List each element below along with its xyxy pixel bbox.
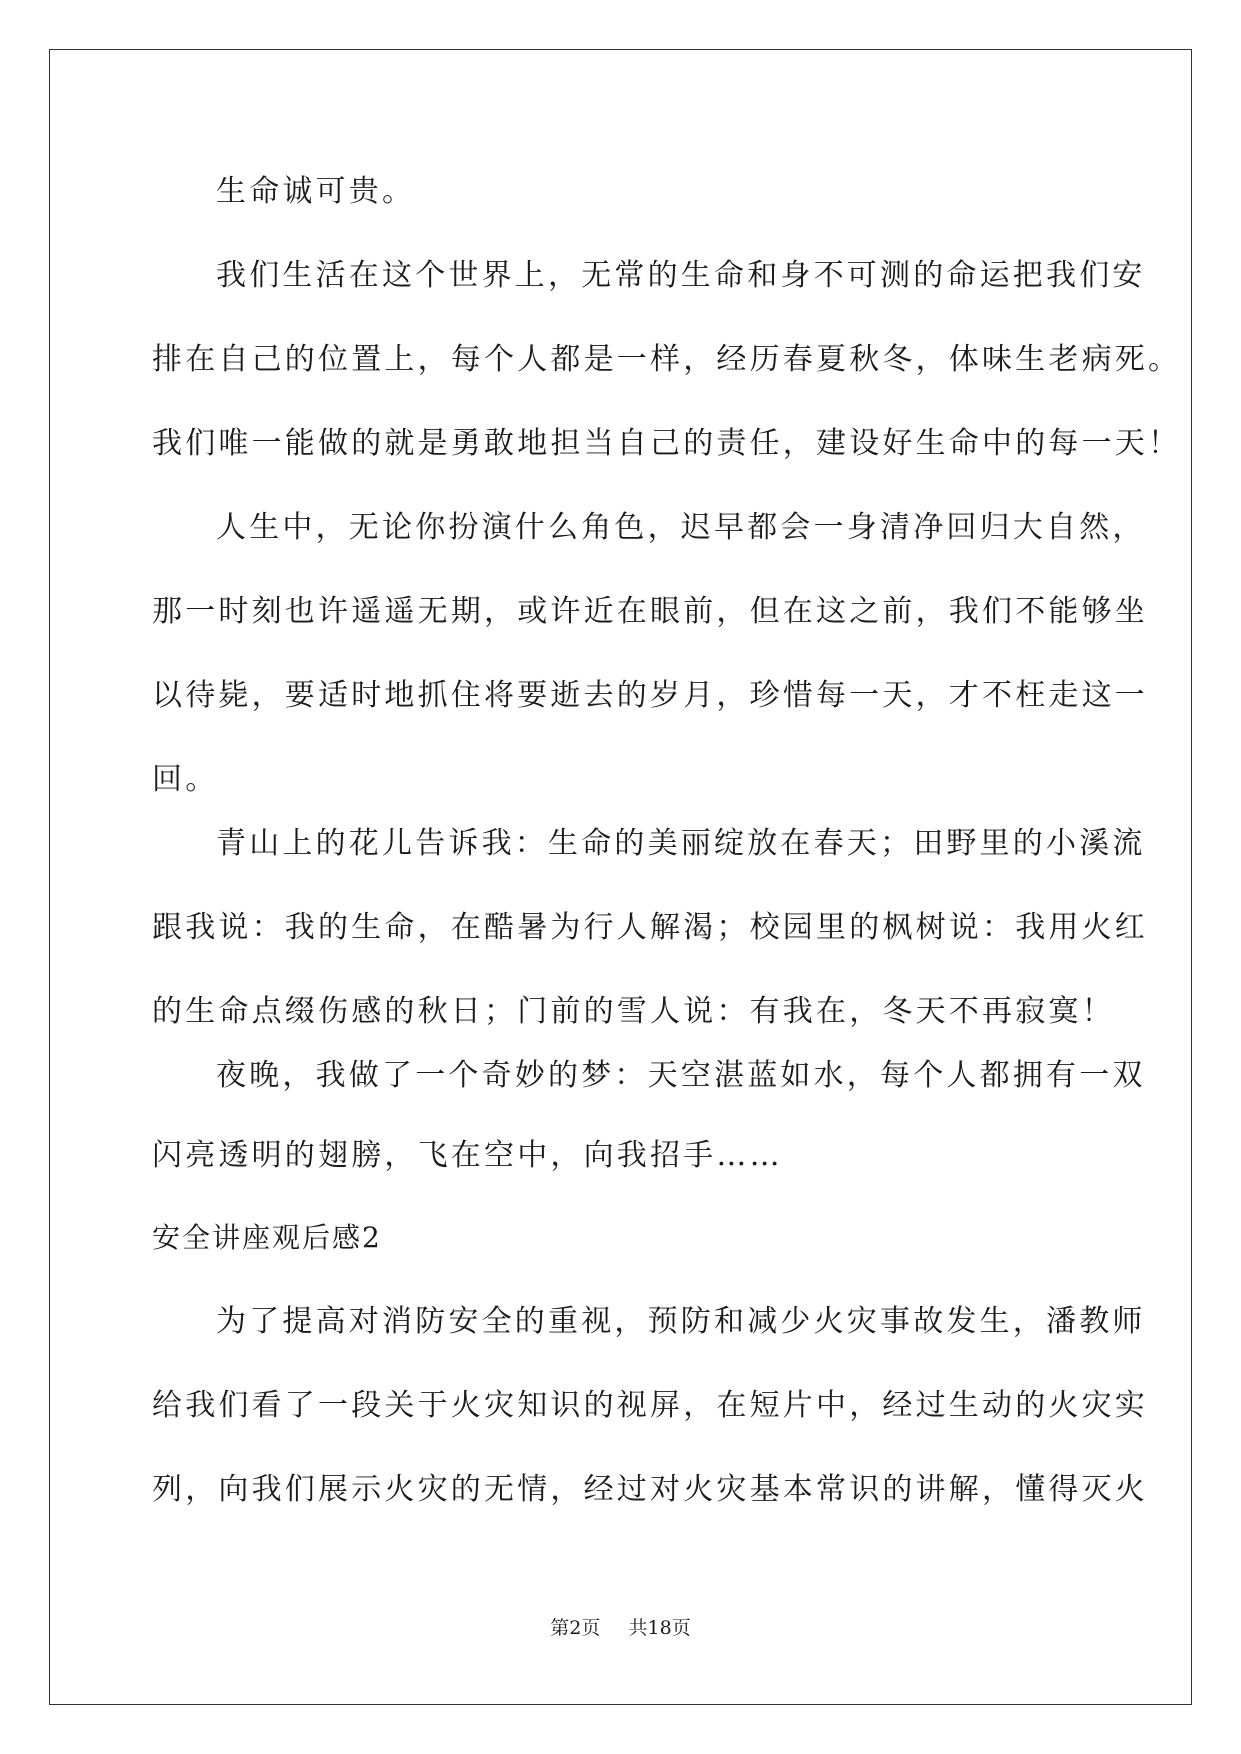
paragraph-line: 生命诚可贵。 [216,174,416,209]
paragraph-line: 为了提高对消防安全的重视，预防和减少火灾事故发生，潘教师 [216,1304,1146,1339]
paragraph-line: 我们唯一能做的就是勇敢地担当自己的责任，建设好生命中的每一天！ [152,426,1182,461]
paragraph-line: 我们生活在这个世界上，无常的生命和身不可测的命运把我们安 [216,258,1146,293]
page-footer [0,1616,1241,1640]
paragraph-line: 排在自己的位置上，每个人都是一样，经历春夏秋冬，体味生老病死。 [152,342,1182,377]
page-border [49,49,1192,1705]
paragraph-line: 人生中，无论你扮演什么角色，迟早都会一身清净回归大自然， [216,510,1146,545]
page-number: 第2页 [550,1617,601,1639]
paragraph-line: 以待毙，要适时地抓住将要逝去的岁月，珍惜每一天，才不枉走这一 [152,678,1148,713]
paragraph-line: 给我们看了一段关于火灾知识的视屏，在短片中，经过生动的火灾实 [152,1388,1148,1423]
paragraph-line: 跟我说：我的生命，在酷暑为行人解渴；校园里的枫树说：我用火红 [152,910,1148,945]
paragraph-line: 那一时刻也许遥遥无期，或许近在眼前，但在这之前，我们不能够坐 [152,594,1148,629]
paragraph-line: 闪亮透明的翅膀，飞在空中，向我招手…… [152,1138,783,1173]
paragraph-line: 青山上的花儿告诉我：生命的美丽绽放在春天；田野里的小溪流 [216,826,1146,861]
page-total: 共18页 [628,1617,691,1639]
section-heading: 安全讲座观后感2 [152,1221,382,1254]
paragraph-line: 回。 [152,762,219,797]
paragraph-line: 夜晚，我做了一个奇妙的梦：天空湛蓝如水，每个人都拥有一双 [216,1058,1146,1093]
paragraph-line: 列，向我们展示火灾的无情，经过对火灾基本常识的讲解，懂得灭火 [152,1472,1148,1507]
paragraph-line: 的生命点缀伤感的秋日；门前的雪人说：有我在，冬天不再寂寞！ [152,994,1115,1029]
